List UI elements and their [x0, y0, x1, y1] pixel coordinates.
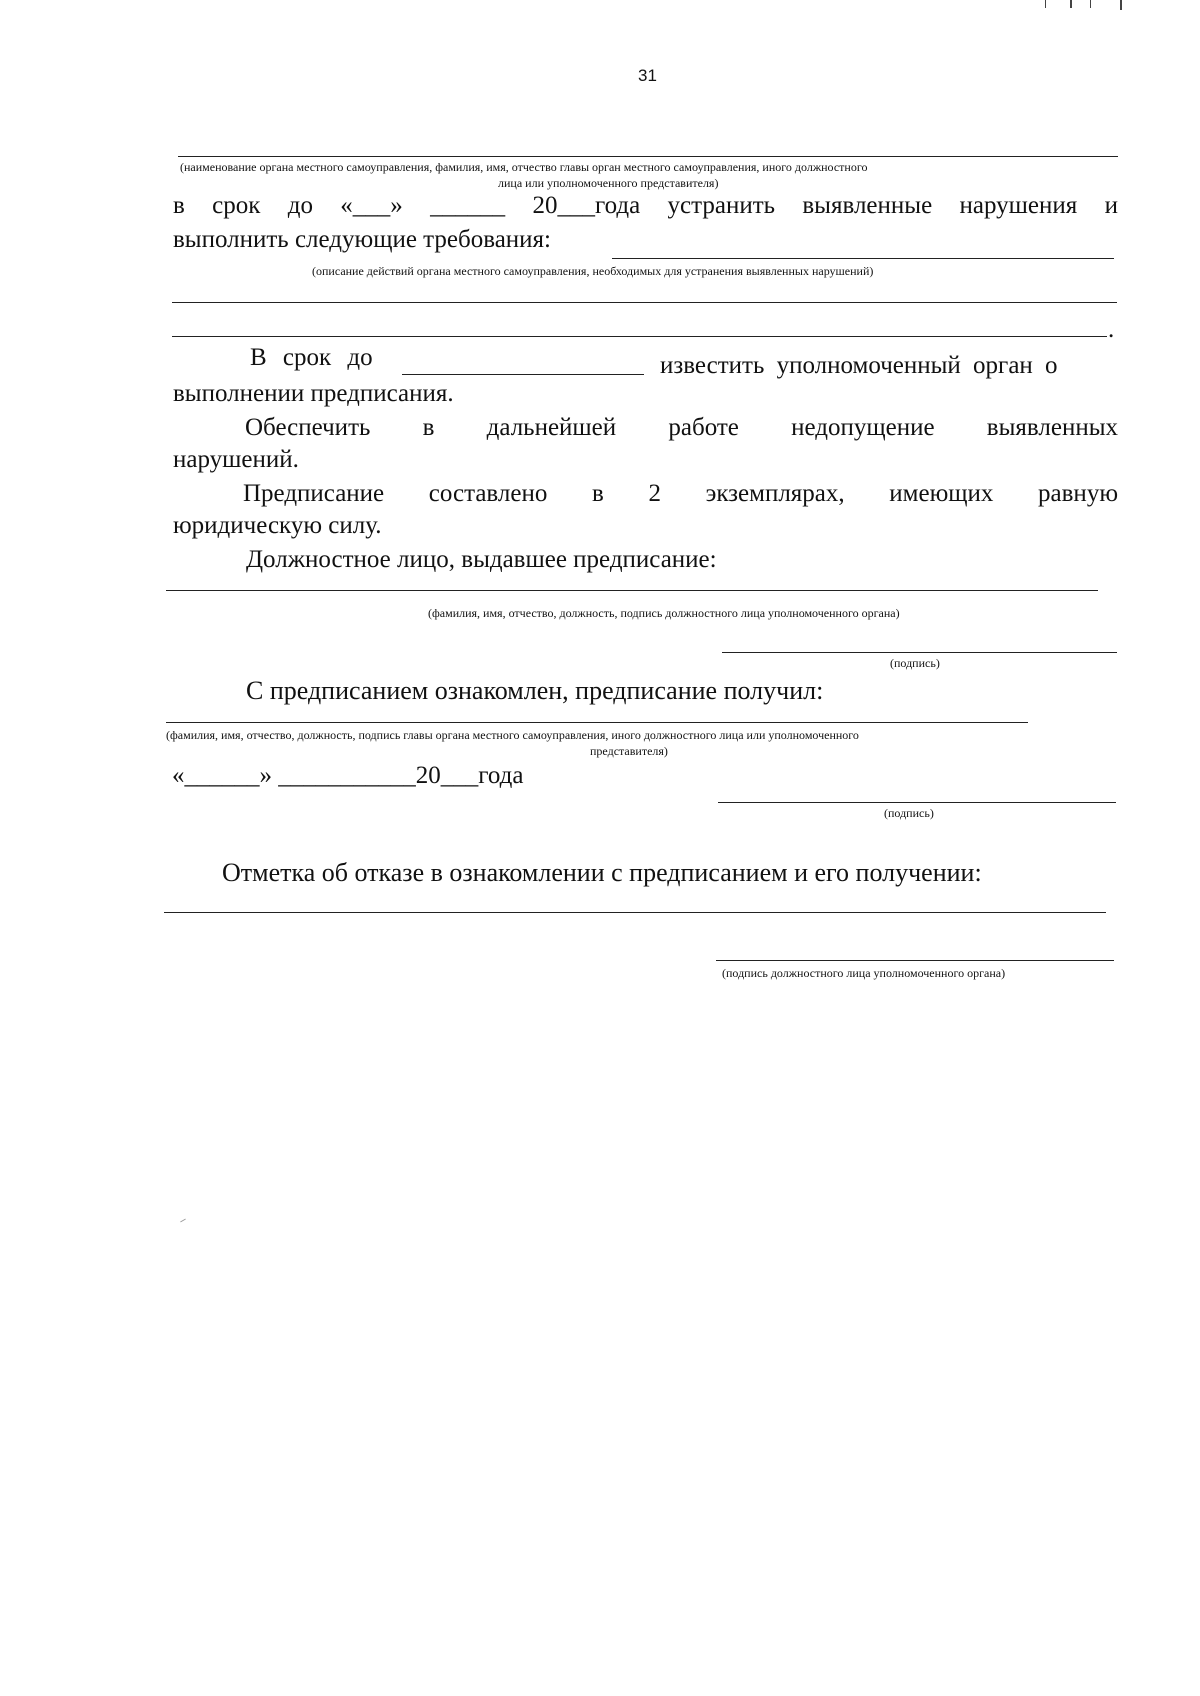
scan-artifact [1120, 0, 1122, 10]
notify-date-line [402, 374, 644, 375]
caption-head-line1: (фамилия, имя, отчество, должность, подпись главы органа местного самоуправления, иного должностного лица или уполномоченного [166, 728, 859, 742]
head-line [166, 722, 1028, 723]
page-number: 31 [638, 66, 657, 85]
caption-org-line2: лица или уполномоченного представителя) [498, 176, 719, 190]
requirements-line [612, 258, 1114, 259]
notify-line2: выполнении предписания. [173, 380, 454, 407]
signature-line-2 [718, 802, 1116, 803]
refusal-line [164, 912, 1106, 913]
scan-artifact [1070, 0, 1072, 8]
caption-org-line1: (наименование органа местного самоуправления, фамилия, имя, отчество главы орган местного самоуправления, иного должностного [180, 160, 868, 174]
notify-suffix: известить уполномоченный орган о [660, 352, 1058, 379]
official-label: Должностное лицо, выдавшее предписание: [246, 546, 717, 573]
scan-speck [180, 1219, 186, 1223]
requirements-line-2 [172, 302, 1117, 303]
caption-signature-2: (подпись) [884, 806, 934, 820]
official-line [166, 590, 1098, 591]
caption-head-line2: представителя) [590, 744, 668, 758]
caption-signature-1: (подпись) [890, 656, 940, 670]
copies-line1: Предписание составлено в 2 экземплярах, имеющих равную [243, 480, 1118, 507]
refusal-label: Отметка об отказе в ознакомлении с предписанием и его получении: [222, 858, 982, 887]
requirements-label: выполнить следующие требования: [173, 226, 551, 253]
ensure-line1: Обеспечить в дальнейшей работе недопущение выявленных [245, 414, 1118, 441]
requirements-line-3 [172, 336, 1107, 337]
ensure-line2: нарушений. [173, 446, 299, 473]
org-name-line [178, 156, 1118, 157]
copies-line2: юридическую силу. [173, 512, 382, 539]
scan-artifact [1090, 0, 1091, 8]
signature-line-1 [722, 652, 1117, 653]
acquainted-label: С предписанием ознакомлен, предписание получил: [246, 676, 824, 705]
notify-prefix: В срок до [250, 344, 373, 371]
caption-refusal: (подпись должностного лица уполномоченного органа) [722, 966, 1006, 980]
signature-line-3 [716, 960, 1114, 961]
caption-actions: (описание действий органа местного самоуправления, необходимых для устранения выявленных нарушений) [312, 264, 874, 278]
requirements-period: . [1108, 316, 1115, 343]
scan-artifact [1045, 0, 1046, 8]
date-line: «______» ___________20___года [172, 762, 524, 789]
caption-official: (фамилия, имя, отчество, должность, подпись должностного лица уполномоченного органа) [428, 606, 900, 620]
deadline-line: в срок до «___» ______ 20___года устранить выявленные нарушения и [173, 192, 1118, 219]
